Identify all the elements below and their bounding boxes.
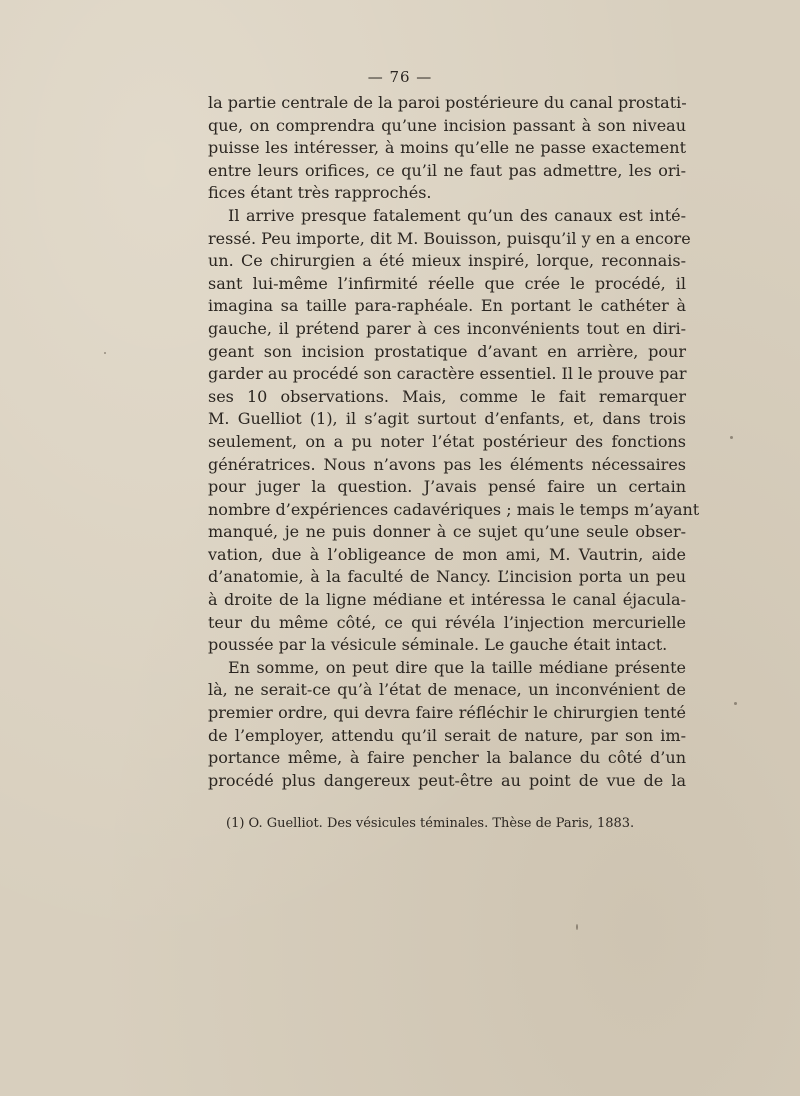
text-line: d’anatomie, à la faculté de Nancy. L’incision porta un peu xyxy=(208,567,686,587)
text-line: M. Guelliot (1), il s’agit surtout d’enfants, et, dans trois xyxy=(208,409,686,429)
body-text xyxy=(208,92,700,792)
text-line: premier ordre, qui devra faire réfléchir le chirurgien tenté xyxy=(208,703,686,723)
text-line: teur du même côté, ce qui révéla l’injection mercurielle xyxy=(208,612,686,632)
paper-speck xyxy=(576,924,578,930)
text-line: fices étant très rapprochés. xyxy=(208,183,432,203)
text-line: sant lui-même l’infirmité réelle que crée le procédé, il xyxy=(208,273,686,293)
text-line: la partie centrale de la paroi postérieure du canal prostati- xyxy=(208,93,687,112)
paper-speck xyxy=(734,702,737,705)
text-line: garder au procédé son caractère essentiel. Il le prouve par xyxy=(208,364,687,384)
text-line: entre leurs orifices, ce qu’il ne faut pas admettre, les ori- xyxy=(208,160,686,180)
paragraph-start-line: Il arrive presque fatalement qu’un des canaux est inté- xyxy=(228,205,686,225)
text-line: seulement, on a pu noter l’état postérieur des fonctions xyxy=(208,431,686,451)
text-line: vation, due à l’obligeance de mon ami, M. Vautrin, aide xyxy=(208,544,686,564)
text-line: à droite de la ligne médiane et intéressa le canal éjacula- xyxy=(208,590,686,610)
text-line: geant son incision prostatique d’avant en arrière, pour xyxy=(208,341,686,361)
text-line: portance même, à faire pencher la balance du côté d’un xyxy=(208,748,686,768)
paper-speck xyxy=(104,352,106,354)
paragraph-start-line: En somme, on peut dire que la taille médiane présente xyxy=(228,657,686,677)
footnote: (1) O. Guelliot. Des vésicules téminales. Thèse de Paris, 1883. xyxy=(226,816,635,831)
page-number: — 76 — xyxy=(367,68,433,86)
text-line: nombre d’expériences cadavériques ; mais le temps m’ayant xyxy=(208,499,700,519)
text-line: gauche, il prétend parer à ces inconvénients tout en diri- xyxy=(208,318,686,338)
text-line: un. Ce chirurgien a été mieux inspiré, lorque, reconnais- xyxy=(208,251,686,271)
text-line: manqué, je ne puis donner à ce sujet qu’une seule obser- xyxy=(208,522,686,542)
paper-speck xyxy=(730,436,733,439)
text-line: puisse les intéresser, à moins qu’elle ne passe exactement xyxy=(208,138,686,158)
text-line: ressé. Peu importe, dit M. Bouisson, puisqu’il y en a encore xyxy=(208,228,691,248)
text-line: pour juger la question. J’avais pensé faire un certain xyxy=(208,477,686,497)
text-line: de l’employer, attendu qu’il serait de nature, par son im- xyxy=(208,725,686,745)
text-line: procédé plus dangereux peut-être au point de vue de la xyxy=(208,770,686,790)
text-line: poussée par la vésicule séminale. Le gauche était intact. xyxy=(208,635,668,655)
text-line: génératrices. Nous n’avons pas les éléments nécessaires xyxy=(208,454,686,474)
text-line: ses 10 observations. Mais, comme le fait remarquer xyxy=(208,386,686,406)
text-line: là, ne serait-ce qu’à l’état de menace, un inconvénient de xyxy=(208,680,686,700)
text-line: imagina sa taille para-raphéale. En portant le cathéter à xyxy=(208,296,686,316)
text-line: que, on comprendra qu’une incision passant à son niveau xyxy=(208,115,686,135)
